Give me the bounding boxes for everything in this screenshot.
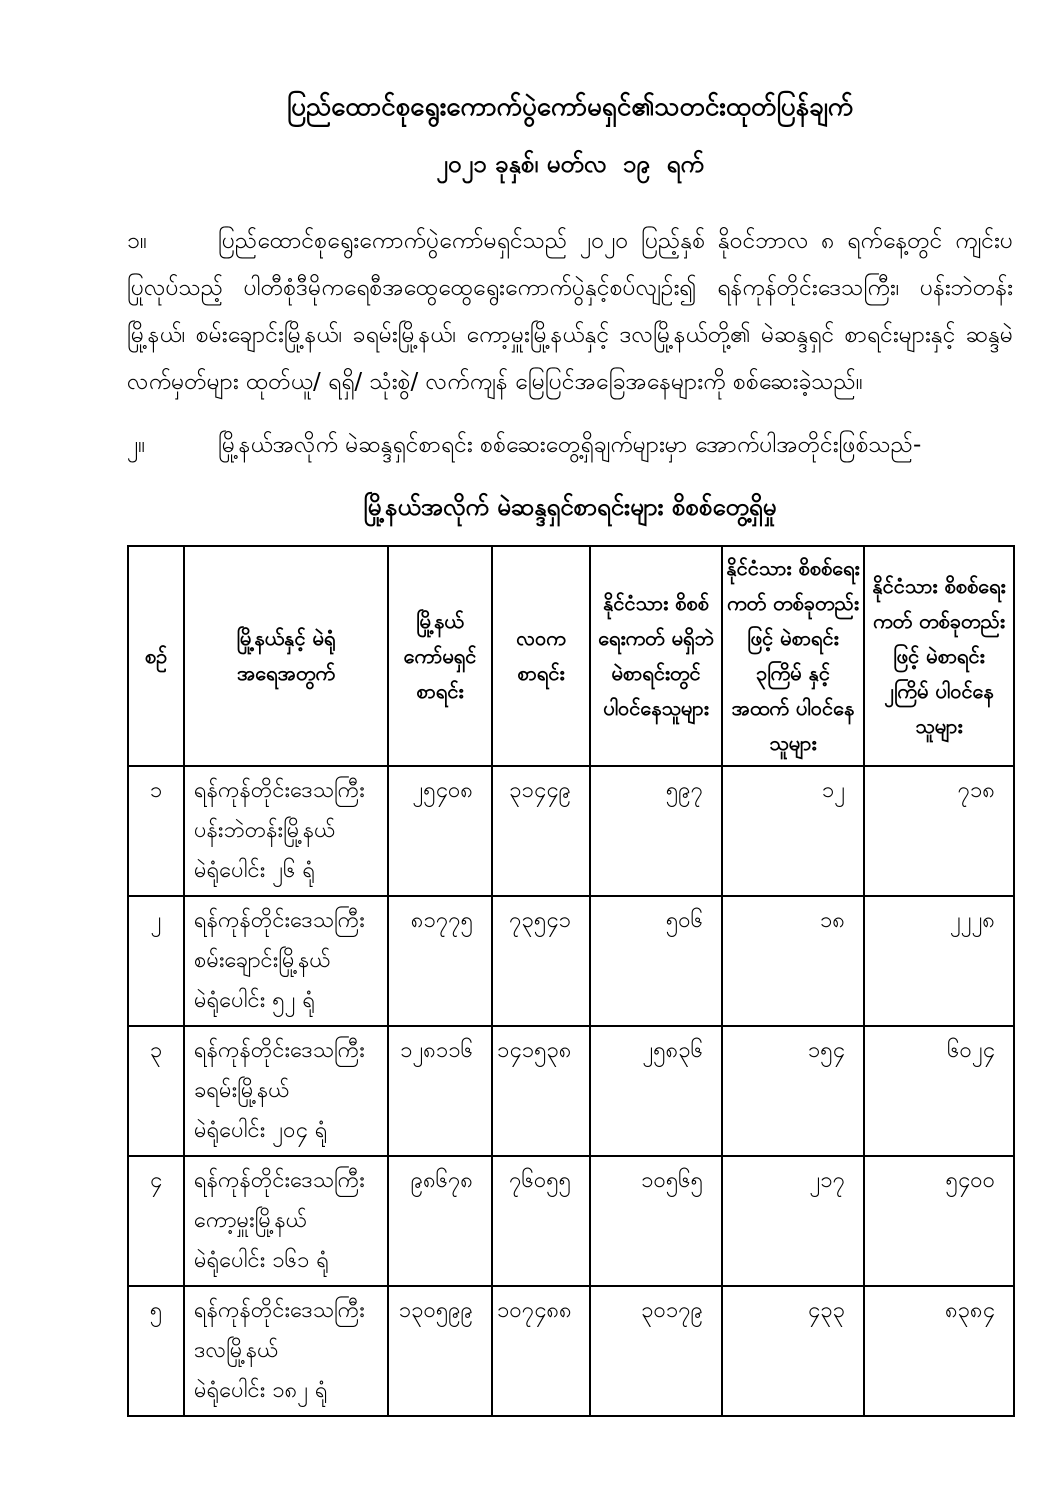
without-nrc-cell: ၅၉၇ bbox=[590, 766, 722, 896]
nrc-two-times-cell: ၈၃၈၄ bbox=[864, 1286, 1014, 1416]
immigration-list-cell: ၇၃၅၄၁ bbox=[492, 896, 590, 1026]
township-name: ခရမ်းမြို့နယ် bbox=[194, 1078, 290, 1103]
without-nrc-cell: ၅၀၆ bbox=[590, 896, 722, 1026]
paragraph-2 bbox=[127, 422, 1013, 469]
document-title: ပြည်ထောင်စုရွေးကောက်ပွဲကော်မရှင်၏သတင်းထုတ်ပြန်ချက် bbox=[286, 92, 854, 122]
paragraph-2-number: ၂။ bbox=[127, 432, 146, 458]
commission-list-cell: ၈၁၇၇၅ bbox=[388, 896, 492, 1026]
without-nrc-cell: ၃၀၁၇၉ bbox=[590, 1286, 722, 1416]
commission-list-cell: ၁၂၈၁၁၆ bbox=[388, 1026, 492, 1156]
polling-stations: မဲရုံပေါင်း ၂၀၄ ရုံ bbox=[194, 1118, 328, 1143]
paragraph-2-text: မြို့နယ်အလိုက် မဲဆန္ဒရှင်စာရင်း စစ်ဆေးတွေ့ရှိချက်များမှာ အောက်ပါအတိုင်းဖြစ်သည်- bbox=[218, 432, 922, 458]
paragraph-1-number: ၁။ bbox=[127, 228, 147, 254]
nrc-three-plus-cell: ၁၅၄ bbox=[722, 1026, 864, 1156]
table-row bbox=[128, 1156, 1014, 1286]
township-cell bbox=[184, 1156, 388, 1286]
township-cell bbox=[184, 1026, 388, 1156]
table-row bbox=[128, 766, 1014, 896]
township-cell bbox=[184, 896, 388, 1026]
nrc-three-plus-cell: ၁၂ bbox=[722, 766, 864, 896]
immigration-list-cell: ၁၀၇၄၈၈ bbox=[492, 1286, 590, 1416]
table-row bbox=[128, 1026, 1014, 1156]
commission-list-cell: ၁၃၀၅၉၉ bbox=[388, 1286, 492, 1416]
polling-stations: မဲရုံပေါင်း ၁၆၁ ရုံ bbox=[194, 1248, 330, 1273]
col-header-without-nrc: နိုင်ငံသား စိစစ်ရေးကတ် မရှိဘဲ မဲစာရင်းတွင် ပါဝင်နေသူများ bbox=[590, 546, 722, 766]
immigration-list-cell: ၁၄၁၅၃၈ bbox=[492, 1026, 590, 1156]
col-header-nrc-two-times: နိုင်ငံသား စိစစ်ရေးကတ် တစ်ခုတည်းဖြင့် မဲစာရင်း ၂ကြိမ် ပါဝင်နေသူများ bbox=[864, 546, 1014, 766]
table-title: မြို့နယ်အလိုက် မဲဆန္ဒရှင်စာရင်းများ စိစစ်တွေ့ရှိမှု bbox=[363, 493, 777, 521]
nrc-two-times-cell: ၆၀၂၄ bbox=[864, 1026, 1014, 1156]
commission-list-cell: ၂၅၄၀၈ bbox=[388, 766, 492, 896]
immigration-list-cell: ၃၁၄၄၉ bbox=[492, 766, 590, 896]
nrc-two-times-cell: ၂၂၂၈ bbox=[864, 896, 1014, 1026]
paragraph-1 bbox=[127, 218, 1013, 406]
voter-list-audit-table bbox=[127, 545, 1015, 1417]
township-name: ကော့မှူးမြို့နယ် bbox=[194, 1208, 308, 1233]
township-name: စမ်းချောင်းမြို့နယ် bbox=[194, 948, 331, 973]
table-header-row bbox=[128, 546, 1014, 766]
township-region: ရန်ကုန်တိုင်းဒေသကြီး bbox=[194, 908, 365, 933]
nrc-two-times-cell: ၇၁၈ bbox=[864, 766, 1014, 896]
nrc-two-times-cell: ၅၄၀၀ bbox=[864, 1156, 1014, 1286]
commission-list-cell: ၉၈၆၇၈ bbox=[388, 1156, 492, 1286]
township-cell bbox=[184, 766, 388, 896]
township-region: ရန်ကုန်တိုင်းဒေသကြီး bbox=[194, 1038, 365, 1063]
township-region: ရန်ကုန်တိုင်းဒေသကြီး bbox=[194, 1298, 365, 1323]
nrc-three-plus-cell: ၄၃၃ bbox=[722, 1286, 864, 1416]
township-name: ပန်းဘဲတန်းမြို့နယ် bbox=[194, 818, 336, 843]
col-header-immigration-list: လဝက စာရင်း bbox=[492, 546, 590, 766]
document-date: ၂၀၂၁ ခုနှစ်၊ မတ်လ ၁၉ ရက် bbox=[436, 150, 704, 178]
township-region: ရန်ကုန်တိုင်းဒေသကြီး bbox=[194, 1168, 365, 1193]
serial-cell: ၅ bbox=[128, 1286, 184, 1416]
serial-cell: ၂ bbox=[128, 896, 184, 1026]
township-region: ရန်ကုန်တိုင်းဒေသကြီး bbox=[194, 778, 365, 803]
without-nrc-cell: ၁၀၅၆၅ bbox=[590, 1156, 722, 1286]
table-row bbox=[128, 896, 1014, 1026]
without-nrc-cell: ၂၅၈၃၆ bbox=[590, 1026, 722, 1156]
table-header bbox=[128, 546, 1014, 766]
nrc-three-plus-cell: ၁၈ bbox=[722, 896, 864, 1026]
polling-stations: မဲရုံပေါင်း ၁၈၂ ရုံ bbox=[194, 1378, 328, 1403]
township-name: ဒလမြို့နယ် bbox=[194, 1338, 279, 1363]
township-cell bbox=[184, 1286, 388, 1416]
polling-stations: မဲရုံပေါင်း ၅၂ ရုံ bbox=[194, 988, 316, 1013]
immigration-list-cell: ၇၆၀၅၅ bbox=[492, 1156, 590, 1286]
serial-cell: ၄ bbox=[128, 1156, 184, 1286]
col-header-township: မြို့နယ်နှင့် မဲရုံအရေအတွက် bbox=[184, 546, 388, 766]
col-header-commission-list: မြို့နယ် ကော်မရှင် စာရင်း bbox=[388, 546, 492, 766]
table-body bbox=[128, 766, 1014, 1416]
col-header-nrc-three-plus: နိုင်ငံသား စိစစ်ရေးကတ် တစ်ခုတည်းဖြင့် မဲစာရင်း ၃ကြိမ် နှင့် အထက် ပါဝင်နေသူများ bbox=[722, 546, 864, 766]
paragraph-1-text: ပြည်ထောင်စုရွေးကောက်ပွဲကော်မရှင်သည် ၂၀၂၀ ပြည့်နှစ် နိုဝင်ဘာလ ၈ ရက်နေ့တွင် ကျင်းပပြုလုပ်သည့် ပါတီစုံဒီမိုကရေစီအထွေထွေရွေးကောက်ပွဲနှင့်စပ်လျဉ်း၍ ရန်ကုန်တိုင်းဒေသကြီး၊ ပန်းဘဲတန်းမြို့နယ်၊ စမ်းချောင်းမြို့နယ်၊ ခရမ်းမြို့နယ်၊ ကော့မှူးမြို့နယ်နှင့် ဒလမြို့နယ်တို့၏ မဲဆန္ဒရှင် စာရင်းများနှင့် ဆန္ဒမဲလက်မှတ်များ ထုတ်ယူ/ ရရှိ/ သုံးစွဲ/ လက်ကျန် မြေပြင်အခြေအနေများကို စစ်ဆေးခဲ့သည်။ bbox=[127, 228, 1013, 395]
nrc-three-plus-cell: ၂၁၇ bbox=[722, 1156, 864, 1286]
document-body bbox=[127, 0, 1013, 1417]
table-row bbox=[128, 1286, 1014, 1416]
polling-stations: မဲရုံပေါင်း ၂၆ ရုံ bbox=[194, 858, 316, 883]
serial-cell: ၁ bbox=[128, 766, 184, 896]
col-header-serial: စဉ် bbox=[128, 546, 184, 766]
serial-cell: ၃ bbox=[128, 1026, 184, 1156]
